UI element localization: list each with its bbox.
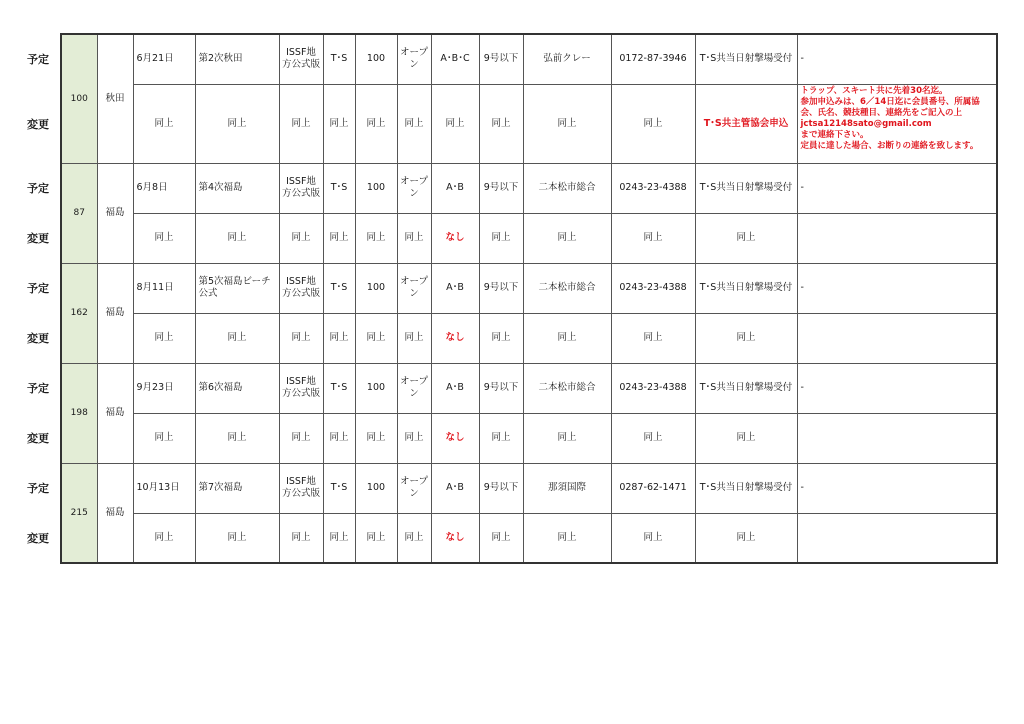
- planned-discipline: T･S: [323, 463, 355, 513]
- planned-category: ISSF地方公式版: [279, 463, 323, 513]
- planned-event-name: 第5次福島ビーチ公式: [195, 263, 279, 313]
- changed-phone: 同上: [611, 513, 695, 563]
- changed-targets: 同上: [355, 84, 397, 163]
- planned-remarks: -: [797, 363, 997, 413]
- planned-event-name: 第2次秋田: [195, 34, 279, 84]
- changed-targets: 同上: [355, 313, 397, 363]
- planned-phone: 0287-62-1471: [611, 463, 695, 513]
- changed-remarks: [797, 313, 997, 363]
- changed-date: 同上: [133, 84, 195, 163]
- changed-label: 変更: [27, 532, 49, 545]
- changed-discipline: 同上: [323, 313, 355, 363]
- entry-id: 87: [61, 163, 97, 263]
- planned-shot-size: 9号以下: [479, 263, 523, 313]
- changed-row: [61, 84, 997, 163]
- changed-row: [61, 513, 997, 563]
- planned-row: [61, 463, 997, 513]
- changed-ranks: なし: [431, 313, 479, 363]
- entry-id: 215: [61, 463, 97, 563]
- planned-discipline: T･S: [323, 363, 355, 413]
- changed-shot-size: 同上: [479, 513, 523, 563]
- changed-range-name: 同上: [523, 213, 611, 263]
- planned-targets: 100: [355, 463, 397, 513]
- changed-event-name: 同上: [195, 84, 279, 163]
- planned-class: オープン: [397, 363, 431, 413]
- planned-ranks: A･B: [431, 163, 479, 213]
- planned-date: 8月11日: [133, 263, 195, 313]
- prefecture: 秋田: [97, 34, 133, 163]
- changed-discipline: 同上: [323, 213, 355, 263]
- planned-reception: T･S共当日射撃場受付: [695, 263, 797, 313]
- planned-class: オープン: [397, 163, 431, 213]
- planned-phone: 0172-87-3946: [611, 34, 695, 84]
- planned-shot-size: 9号以下: [479, 363, 523, 413]
- changed-targets: 同上: [355, 213, 397, 263]
- changed-shot-size: 同上: [479, 213, 523, 263]
- planned-reception: T･S共当日射撃場受付: [695, 163, 797, 213]
- changed-ranks: なし: [431, 513, 479, 563]
- planned-shot-size: 9号以下: [479, 163, 523, 213]
- planned-phone: 0243-23-4388: [611, 163, 695, 213]
- changed-remarks: [797, 513, 997, 563]
- planned-date: 6月8日: [133, 163, 195, 213]
- planned-date: 6月21日: [133, 34, 195, 84]
- changed-range-name: 同上: [523, 313, 611, 363]
- planned-ranks: A･B: [431, 363, 479, 413]
- planned-category: ISSF地方公式版: [279, 263, 323, 313]
- changed-category: 同上: [279, 413, 323, 463]
- planned-discipline: T･S: [323, 34, 355, 84]
- competition-schedule-table: [60, 33, 998, 564]
- changed-phone: 同上: [611, 213, 695, 263]
- changed-label: 変更: [27, 232, 49, 245]
- planned-category: ISSF地方公式版: [279, 363, 323, 413]
- changed-row: [61, 413, 997, 463]
- planned-label: 予定: [27, 182, 49, 195]
- changed-class: 同上: [397, 513, 431, 563]
- changed-event-name: 同上: [195, 513, 279, 563]
- planned-range-name: 二本松市総合: [523, 363, 611, 413]
- changed-targets: 同上: [355, 513, 397, 563]
- planned-remarks: -: [797, 463, 997, 513]
- changed-reception: 同上: [695, 413, 797, 463]
- changed-shot-size: 同上: [479, 313, 523, 363]
- planned-row: [61, 163, 997, 213]
- planned-event-name: 第7次福島: [195, 463, 279, 513]
- planned-remarks: -: [797, 263, 997, 313]
- entry-id: 162: [61, 263, 97, 363]
- planned-label: 予定: [27, 282, 49, 295]
- planned-event-name: 第4次福島: [195, 163, 279, 213]
- changed-remarks: [797, 413, 997, 463]
- changed-date: 同上: [133, 213, 195, 263]
- planned-reception: T･S共当日射撃場受付: [695, 463, 797, 513]
- planned-shot-size: 9号以下: [479, 463, 523, 513]
- changed-phone: 同上: [611, 313, 695, 363]
- changed-discipline: 同上: [323, 84, 355, 163]
- planned-range-name: 二本松市総合: [523, 163, 611, 213]
- planned-remarks: -: [797, 163, 997, 213]
- changed-event-name: 同上: [195, 413, 279, 463]
- changed-remarks: トラップ、スキート共に先着30名迄。 参加申込みは、6／14日迄に会員番号、所属協会、氏名、競技種目、連絡先をご記入の上 jctsa12148sato@gmail.com まで連絡下さい。 定員に達した場合、お断りの連絡を致します。: [797, 84, 997, 163]
- changed-range-name: 同上: [523, 513, 611, 563]
- changed-shot-size: 同上: [479, 413, 523, 463]
- changed-row: [61, 313, 997, 363]
- planned-class: オープン: [397, 34, 431, 84]
- planned-targets: 100: [355, 363, 397, 413]
- changed-remarks: [797, 213, 997, 263]
- changed-reception: 同上: [695, 313, 797, 363]
- planned-shot-size: 9号以下: [479, 34, 523, 84]
- planned-date: 9月23日: [133, 363, 195, 413]
- planned-category: ISSF地方公式版: [279, 34, 323, 84]
- prefecture: 福島: [97, 263, 133, 363]
- planned-reception: T･S共当日射撃場受付: [695, 34, 797, 84]
- planned-range-name: 弘前クレー: [523, 34, 611, 84]
- entry-id: 198: [61, 363, 97, 463]
- changed-label: 変更: [27, 432, 49, 445]
- planned-phone: 0243-23-4388: [611, 263, 695, 313]
- planned-discipline: T･S: [323, 263, 355, 313]
- planned-range-name: 二本松市総合: [523, 263, 611, 313]
- planned-ranks: A･B: [431, 463, 479, 513]
- changed-label: 変更: [27, 332, 49, 345]
- planned-event-name: 第6次福島: [195, 363, 279, 413]
- planned-remarks: -: [797, 34, 997, 84]
- prefecture: 福島: [97, 363, 133, 463]
- planned-class: オープン: [397, 463, 431, 513]
- changed-phone: 同上: [611, 84, 695, 163]
- prefecture: 福島: [97, 163, 133, 263]
- planned-row: [61, 34, 997, 84]
- changed-reception: 同上: [695, 513, 797, 563]
- planned-targets: 100: [355, 34, 397, 84]
- planned-phone: 0243-23-4388: [611, 363, 695, 413]
- planned-reception: T･S共当日射撃場受付: [695, 363, 797, 413]
- changed-event-name: 同上: [195, 313, 279, 363]
- changed-ranks: 同上: [431, 84, 479, 163]
- planned-range-name: 那須国際: [523, 463, 611, 513]
- changed-phone: 同上: [611, 413, 695, 463]
- changed-discipline: 同上: [323, 413, 355, 463]
- planned-ranks: A･B: [431, 263, 479, 313]
- changed-discipline: 同上: [323, 513, 355, 563]
- changed-category: 同上: [279, 213, 323, 263]
- planned-label: 予定: [27, 53, 49, 66]
- planned-label: 予定: [27, 482, 49, 495]
- changed-event-name: 同上: [195, 213, 279, 263]
- changed-category: 同上: [279, 84, 323, 163]
- changed-reception: 同上: [695, 213, 797, 263]
- changed-class: 同上: [397, 84, 431, 163]
- changed-targets: 同上: [355, 413, 397, 463]
- planned-discipline: T･S: [323, 163, 355, 213]
- changed-date: 同上: [133, 413, 195, 463]
- changed-row: [61, 213, 997, 263]
- changed-label: 変更: [27, 117, 49, 131]
- planned-label: 予定: [27, 382, 49, 395]
- changed-reception: T･S共主管協会申込: [695, 84, 797, 163]
- planned-ranks: A･B･C: [431, 34, 479, 84]
- changed-shot-size: 同上: [479, 84, 523, 163]
- entry-id: 100: [61, 34, 97, 163]
- planned-category: ISSF地方公式版: [279, 163, 323, 213]
- planned-row: [61, 363, 997, 413]
- changed-category: 同上: [279, 313, 323, 363]
- changed-range-name: 同上: [523, 84, 611, 163]
- changed-class: 同上: [397, 313, 431, 363]
- planned-row: [61, 263, 997, 313]
- changed-range-name: 同上: [523, 413, 611, 463]
- changed-ranks: なし: [431, 213, 479, 263]
- changed-ranks: なし: [431, 413, 479, 463]
- planned-targets: 100: [355, 163, 397, 213]
- prefecture: 福島: [97, 463, 133, 563]
- changed-date: 同上: [133, 513, 195, 563]
- planned-class: オープン: [397, 263, 431, 313]
- changed-class: 同上: [397, 213, 431, 263]
- changed-category: 同上: [279, 513, 323, 563]
- changed-class: 同上: [397, 413, 431, 463]
- changed-date: 同上: [133, 313, 195, 363]
- planned-targets: 100: [355, 263, 397, 313]
- planned-date: 10月13日: [133, 463, 195, 513]
